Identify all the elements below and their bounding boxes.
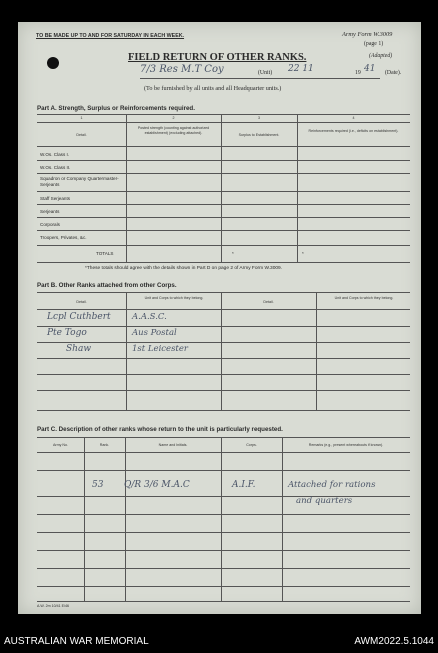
part-c-bottom-rule <box>37 601 410 602</box>
row-label: Staff Serjeants <box>40 196 71 201</box>
attached-unit: 1st Leicester <box>132 344 188 354</box>
year-value: 41 <box>364 64 376 74</box>
part-a-number-rule <box>37 122 410 123</box>
row-label: Corporals <box>40 222 60 227</box>
col-number: 3 <box>258 116 260 120</box>
date-underline <box>140 78 380 79</box>
part-c-top-rule <box>37 437 410 438</box>
part-a-bottom-rule <box>37 262 410 263</box>
requested-name: Q/R 3/6 M.A.C <box>124 480 190 490</box>
part-a-header-rule <box>37 146 410 147</box>
part-c-col-line <box>84 437 85 601</box>
totals-label: TOTALS <box>96 251 114 256</box>
row-label: Serjeants <box>40 209 60 214</box>
year-prefix: 19 <box>355 70 361 76</box>
col-header-unit-corps: Unit and Corps to which they belong. <box>334 296 394 300</box>
part-b-heading: Part B. Other Ranks attached from other Corps. <box>37 282 177 289</box>
part-b-col-line <box>316 292 317 410</box>
col-header-remarks: Remarks (e.g., present whereabouts if known). <box>308 443 384 447</box>
part-a-col-line <box>297 114 298 262</box>
part-c-col-line <box>282 437 283 601</box>
part-b-header-rule <box>37 309 410 310</box>
part-b-top-rule <box>37 292 410 293</box>
col-header-name: Name and Initials. <box>158 443 188 447</box>
punch-hole <box>47 57 59 69</box>
requested-corps: A.I.F. <box>232 480 256 490</box>
attached-unit: Aus Postal <box>132 328 177 338</box>
row-label: W.Os. Class I. <box>40 152 70 157</box>
col-number: 1 <box>80 116 83 120</box>
adapted-note: (Adapted) <box>369 53 393 59</box>
part-b-col-line <box>126 292 127 410</box>
part-a-totals-rule <box>37 245 410 246</box>
part-a-col-line <box>126 114 127 262</box>
attached-detail: Shaw <box>66 344 92 354</box>
part-a-footnote: *These totals should agree with the details shown in Part D on page 2 of Army Form W.3009. <box>85 266 283 271</box>
top-note: TO BE MADE UP TO AND FOR SATURDAY IN EACH WEEK. <box>36 33 185 39</box>
col-header-surplus: Surplus to Establishment. <box>238 133 280 137</box>
col-header-posted: Posted strength (counting against authorized establishment) (excluding attached). <box>137 126 210 135</box>
footer-source: AUSTRALIAN WAR MEMORIAL <box>4 636 149 647</box>
part-a-heading: Part A. Strength, Surplus or Reinforcements required. <box>37 105 195 112</box>
print-code: A.W. 2m 10/41 E/46 <box>37 604 69 608</box>
attached-detail: Pte Togo <box>47 328 87 338</box>
date-label: (Date). <box>385 70 402 76</box>
col-header-detail: Detail. <box>76 300 87 304</box>
requested-rank: 53 <box>92 480 104 490</box>
col-number: 2 <box>172 116 175 120</box>
part-c-col-line <box>125 437 126 601</box>
row-label: Squadron or Company Quartermaster-Serjeants <box>40 176 119 187</box>
attached-unit: A.A.S.C. <box>132 312 167 322</box>
part-b-bottom-rule <box>37 410 410 411</box>
attached-detail: Lcpl Cuthbert <box>47 312 111 322</box>
part-c-heading: Part C. Description of other ranks whose return to the unit is particularly requested. <box>37 426 283 433</box>
footer-accession: AWM2022.5.1044 <box>354 636 434 647</box>
page-number: (page 1) <box>364 41 384 47</box>
totals-mark: * <box>232 251 234 256</box>
row-label: Troopers, Privates, &c. <box>40 235 87 240</box>
form-number: Army Form W.3009 <box>342 31 393 38</box>
col-header-detail: Detail. <box>263 300 274 304</box>
row-label: W.Os. Class II. <box>40 165 71 170</box>
part-b-col-line <box>221 292 222 410</box>
form-title: FIELD RETURN OF OTHER RANKS. <box>128 52 307 63</box>
totals-mark: * <box>302 251 304 256</box>
date-value: 22 11 <box>288 64 314 74</box>
part-c-header-rule <box>37 452 410 453</box>
col-header-reinforcements: Reinforcements required (i.e., deficits on establishment). <box>308 129 399 133</box>
col-header-detail: Detail. <box>76 133 87 137</box>
unit-label: (Unit) <box>258 70 273 76</box>
requested-remarks: and quarters <box>296 496 353 506</box>
part-c-col-line <box>221 437 222 601</box>
requested-remarks: Attached for rations <box>288 480 376 490</box>
unit-value: 7/3 Res M.T Coy <box>140 64 224 75</box>
col-number: 4 <box>352 116 355 120</box>
part-a-top-rule <box>37 114 410 115</box>
furnish-note: (To be furnished by all units and all Headquarter units.) <box>144 85 282 92</box>
col-header-rank: Rank. <box>99 443 110 447</box>
col-header-corps: Corps. <box>246 443 257 447</box>
col-header-unit-corps: Unit and Corps to which they belong. <box>144 296 204 300</box>
col-header-army-no: Army No. <box>53 443 68 447</box>
